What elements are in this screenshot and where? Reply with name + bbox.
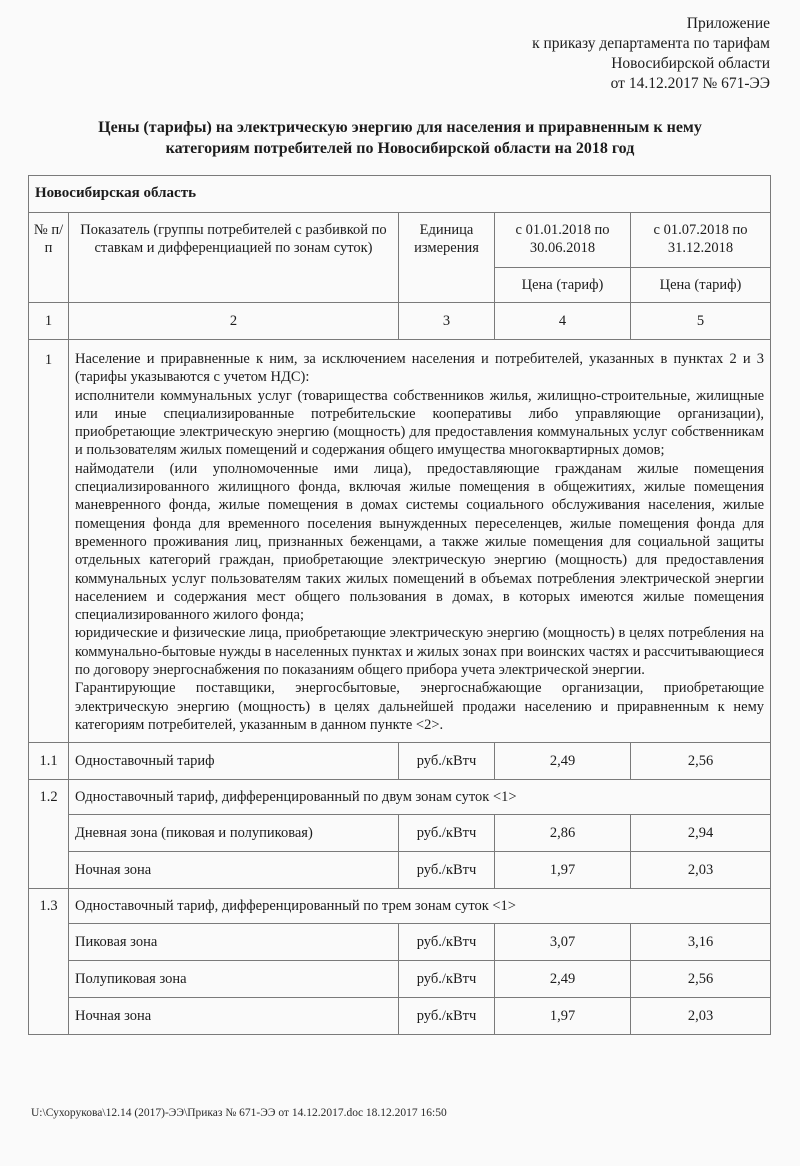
document-title xyxy=(40,117,760,159)
section-1-2-header xyxy=(29,780,771,815)
row-label: Ночная зона xyxy=(69,852,399,889)
row-unit: руб./кВтч xyxy=(399,852,495,889)
header-period-1: с 01.01.2018 по 30.06.2018 xyxy=(495,213,631,268)
appendix-header xyxy=(532,14,770,94)
paragraph: Население и приравненные к ним, за исключением населения и потребителей, указанных в пунктах 2 и 3 (тарифы указываются с учетом НДС): xyxy=(75,351,765,386)
row-unit: руб./кВтч xyxy=(399,815,495,852)
paragraph: Гарантирующие поставщики, энергосбытовые, энергоснабжающие организации, приобретающие электрическую энергию (мощность) в целях дальнейшей продажи населению и приравненным к нему категориям потребителей, указанным в данном пункте <2>. xyxy=(75,680,765,733)
row-label: Одноставочный тариф xyxy=(69,743,399,780)
row-price-1: 2,49 xyxy=(495,961,631,998)
row-label: Пиковая зона xyxy=(69,924,399,961)
table-row xyxy=(29,924,771,961)
header-price-2: Цена (тариф) xyxy=(631,268,771,303)
row-label: Полупиковая зона xyxy=(69,961,399,998)
table-row xyxy=(29,743,771,780)
paragraph: наймодатели (или уполномоченные ими лица), предоставляющие гражданам жилые помещения специализированного жилищного фонда, включая жилые помещения в общежитиях, жилые помещения маневренного фонда, жилые помещения в домах системы социального обслуживания населения, жилые помещения фонда для временного поселения вынужденных переселенцев, жилые помещения фонда для временного проживания лиц, признанных беженцами, а также жилые помещения для социальной защиты отдельных категорий граждан, приобретающие электрическую энергию (мощность) для предоставления коммунальных услуг пользователям таких жилых помещений в объемах потребления электрической энергии населением и содержания мест общего пользования в домах, в которых имеются жилые помещения специализированного жилого фонда; xyxy=(75,460,765,624)
row-price-1: 2,49 xyxy=(495,743,631,780)
row-price-2: 2,56 xyxy=(631,961,771,998)
row-price-1: 2,86 xyxy=(495,815,631,852)
region-header: Новосибирская область xyxy=(29,176,771,213)
col-number: 1 xyxy=(29,303,69,340)
table-row xyxy=(29,998,771,1035)
section-label: Одноставочный тариф, дифференцированный по двум зонам суток <1> xyxy=(69,780,771,815)
appendix-line: Приложение xyxy=(686,15,770,32)
table-row xyxy=(29,961,771,998)
row-price-1: 3,07 xyxy=(495,924,631,961)
row-num: 1.2 xyxy=(29,780,69,889)
row-unit: руб./кВтч xyxy=(399,961,495,998)
title-line-1: Цены (тарифы) на электрическую энергию для населения и приравненным к нему xyxy=(98,119,702,136)
tariff-table xyxy=(28,175,771,1035)
title-line-2: категориям потребителей по Новосибирской области на 2018 год xyxy=(165,140,635,157)
row-price-2: 3,16 xyxy=(631,924,771,961)
row-num: 1.3 xyxy=(29,889,69,1035)
table-row xyxy=(29,852,771,889)
header-unit: Единица измерения xyxy=(399,213,495,303)
column-numbers-row xyxy=(29,303,771,340)
table-row xyxy=(29,815,771,852)
col-number: 4 xyxy=(495,303,631,340)
section-1-3-header xyxy=(29,889,771,924)
appendix-line: к приказу департамента по тарифам xyxy=(532,35,770,52)
col-number: 5 xyxy=(631,303,771,340)
col-number: 3 xyxy=(399,303,495,340)
row-unit: руб./кВтч xyxy=(399,998,495,1035)
section-1-description xyxy=(69,340,771,743)
row-label: Дневная зона (пиковая и полупиковая) xyxy=(69,815,399,852)
row-unit: руб./кВтч xyxy=(399,743,495,780)
section-1-row xyxy=(29,340,771,743)
row-num: 1.1 xyxy=(29,743,69,780)
paragraph: исполнители коммунальных услуг (товарищества собственников жилья, жилищно-строительные, жилищные или иные специализированные потребительские кооперативы либо управляющие организации), приобретающие электрическую энергию (мощность) для предоставления коммунальных услуг собственникам и пользователям жилых помещений и содержания общего имущества многоквартирных домов; xyxy=(75,387,765,459)
row-price-2: 2,03 xyxy=(631,852,771,889)
row-num: 1 xyxy=(29,340,69,743)
row-price-2: 2,03 xyxy=(631,998,771,1035)
header-price-1: Цена (тариф) xyxy=(495,268,631,303)
row-price-2: 2,56 xyxy=(631,743,771,780)
header-period-2: с 01.07.2018 по 31.12.2018 xyxy=(631,213,771,268)
row-label: Ночная зона xyxy=(69,998,399,1035)
row-price-1: 1,97 xyxy=(495,998,631,1035)
appendix-line: Новосибирской области xyxy=(611,55,770,72)
col-number: 2 xyxy=(69,303,399,340)
section-label: Одноставочный тариф, дифференцированный по трем зонам суток <1> xyxy=(69,889,771,924)
row-unit: руб./кВтч xyxy=(399,924,495,961)
row-price-1: 1,97 xyxy=(495,852,631,889)
header-indicator: Показатель (группы потребителей с разбивкой по ставкам и дифференциацией по зонам суток) xyxy=(69,213,399,303)
file-path-footer: U:\Сухорукова\12.14 (2017)-ЭЭ\Приказ № 671-ЭЭ от 14.12.2017.doc 18.12.2017 16:50 xyxy=(31,1107,447,1119)
appendix-line: от 14.12.2017 № 671-ЭЭ xyxy=(610,75,770,92)
paragraph: юридические и физические лица, приобретающие электрическую энергию (мощность) в целях потребления на коммунально-бытовые нужды в населенных пунктах и жилых зонах при воинских частях и рассчитывающиеся по договору энергоснабжения по показаниям общего прибора учета электрической энергии. xyxy=(75,625,765,679)
row-price-2: 2,94 xyxy=(631,815,771,852)
header-num: № п/п xyxy=(29,213,69,303)
